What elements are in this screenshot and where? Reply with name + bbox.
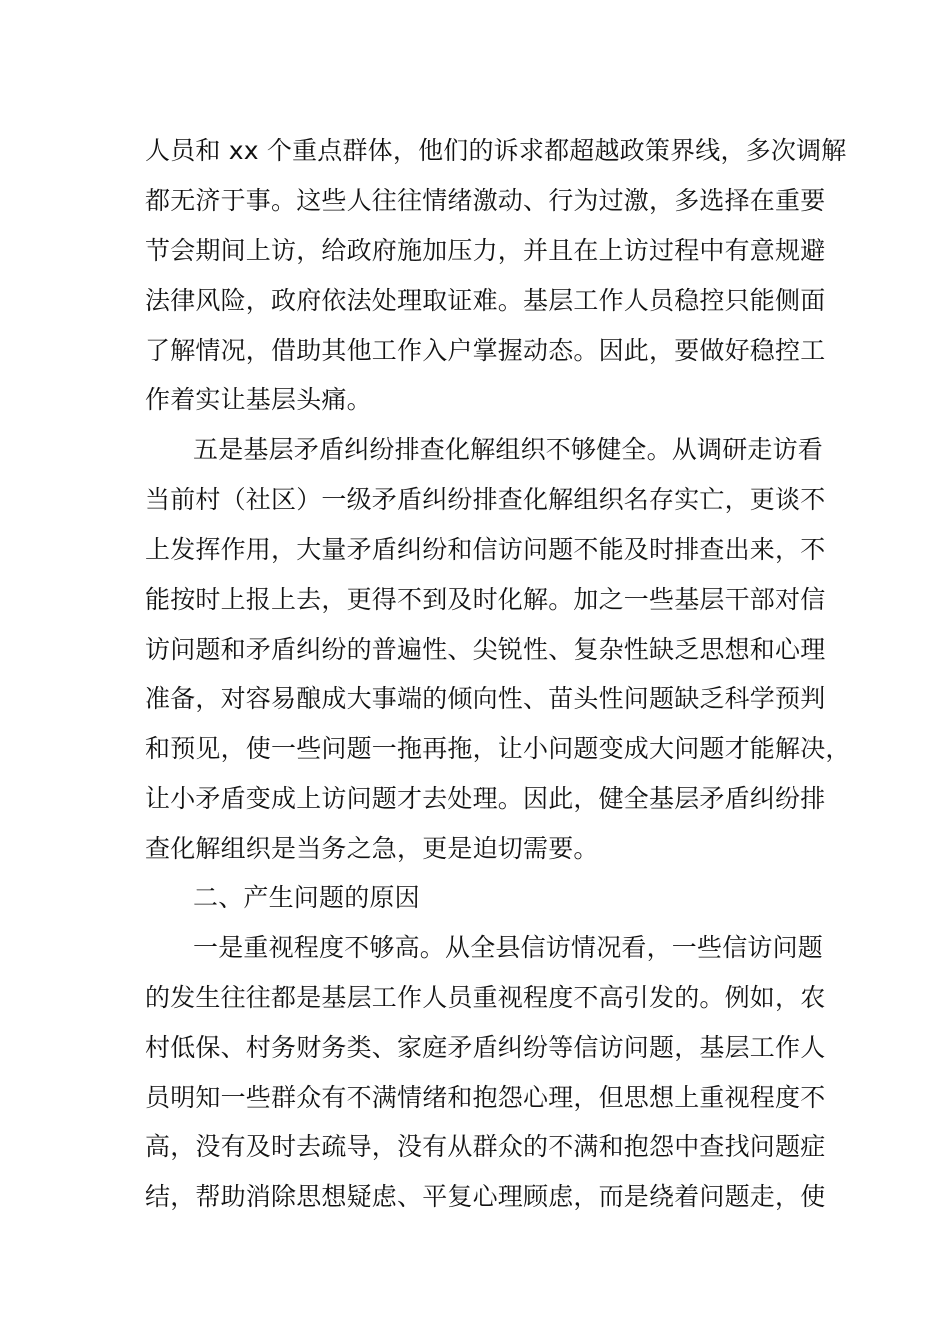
text-line: 能按时上报上去，更得不到及时化解。加之一些基层干部对信 [145, 585, 826, 614]
paragraph-first-line: 五是基层矛盾纠纷排查化解组织不够健全。从调研走访看 [193, 435, 824, 464]
text-line: 上发挥作用，大量矛盾纠纷和信访问题不能及时排查出来，不 [145, 535, 826, 564]
text-line: 员明知一些群众有不满情绪和抱怨心理，但思想上重视程度不 [145, 1083, 826, 1112]
section-heading: 二、产生问题的原因 [193, 883, 420, 912]
text-line: 让小矛盾变成上访问题才去处理。因此，健全基层矛盾纠纷排 [145, 784, 826, 813]
text-line: 查化解组织是当务之急，更是迫切需要。 [145, 834, 599, 863]
text-line: 法律风险，政府依法处理取证难。基层工作人员稳控只能侧面 [145, 286, 826, 315]
text-line: 访问题和矛盾纠纷的普遍性、尖锐性、复杂性缺乏思想和心理 [145, 635, 826, 664]
text-line: 村低保、村务财务类、家庭矛盾纠纷等信访问题，基层工作人 [145, 1033, 826, 1062]
text-line: 高，没有及时去疏导，没有从群众的不满和抱怨中查找问题症 [145, 1132, 826, 1161]
text-line: 和预见，使一些问题一拖再拖，让小问题变成大问题才能解决， [145, 734, 851, 763]
text-line: 结，帮助消除思想疑虑、平复心理顾虑，而是绕着问题走，使 [145, 1182, 826, 1211]
text-line: 了解情况，借助其他工作入户掌握动态。因此，要做好稳控工 [145, 336, 826, 365]
text-line: 的发生往往都是基层工作人员重视程度不高引发的。例如，农 [145, 983, 826, 1012]
text-line: 作着实让基层头痛。 [145, 385, 372, 414]
text-line: 节会期间上访，给政府施加压力，并且在上访过程中有意规避 [145, 236, 826, 265]
paragraph-first-line: 一是重视程度不够高。从全县信访情况看，一些信访问题 [193, 933, 824, 962]
text-line: 准备，对容易酿成大事端的倾向性、苗头性问题缺乏科学预判 [145, 684, 826, 713]
text-line: 当前村（社区）一级矛盾纠纷排查化解组织名存实亡，更谈不 [145, 485, 826, 514]
text-line: 都无济于事。这些人往往情绪激动、行为过激，多选择在重要 [145, 186, 826, 215]
text-line: 人员和 xx 个重点群体，他们的诉求都超越政策界线，多次调解 [145, 136, 847, 165]
